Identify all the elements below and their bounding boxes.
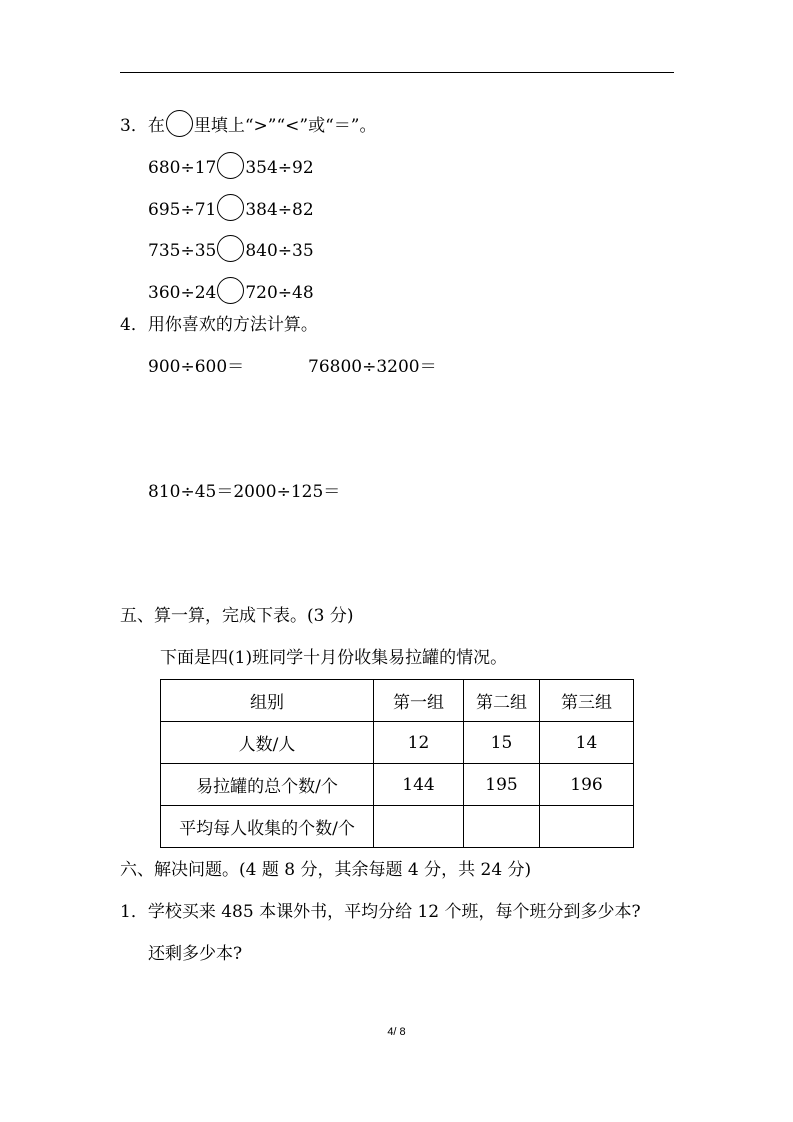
q3-item-left: 680÷17 (148, 158, 217, 178)
table-cell: 195 (464, 764, 540, 806)
q3-item-1 (148, 152, 314, 179)
q3-prompt-after: 里填上“>”“<”或“＝”。 (193, 116, 377, 136)
section5-intro: 下面是四(1)班同学十月份收集易拉罐的情况。 (160, 648, 508, 668)
table-cell: 12 (374, 722, 464, 764)
table-cell: 平均每人收集的个数/个 (161, 806, 374, 848)
answer-cell[interactable] (464, 806, 540, 848)
blank-circle-icon (166, 110, 193, 137)
q4-prompt: 4．用你喜欢的方法计算。 (120, 315, 318, 335)
answer-circle[interactable] (217, 235, 244, 262)
q3-item-left: 360÷24 (148, 283, 217, 303)
q3-item-right: 354÷92 (245, 158, 314, 178)
table-header-cell: 第一组 (374, 680, 464, 722)
section6-q1-line1: 1．学校买来 485 本课外书，平均分给 12 个班，每个班分到多少本? (120, 902, 641, 922)
table-row (161, 806, 634, 848)
table-header-cell: 第二组 (464, 680, 540, 722)
table-cell: 144 (374, 764, 464, 806)
page-number: 4/ 8 (387, 1026, 406, 1038)
header-rule (120, 72, 674, 73)
q3-item-left: 735÷35 (148, 241, 217, 261)
q4-expr-2: 76800÷3200＝ (308, 357, 437, 377)
q4-expr-1: 900÷600＝ (148, 357, 245, 377)
table-header-cell: 组别 (161, 680, 374, 722)
table-row (161, 722, 634, 764)
section6-heading: 六、解决问题。(4 题 8 分，其余每题 4 分，共 24 分) (120, 860, 532, 880)
answer-cell[interactable] (374, 806, 464, 848)
section6-q1-line2: 还剩多少本? (148, 944, 243, 964)
q4-expr-3: 810÷45＝2000÷125＝ (148, 482, 341, 502)
q3-prompt (120, 110, 376, 137)
collection-table (160, 679, 634, 848)
answer-circle[interactable] (217, 152, 244, 179)
q3-item-right: 840÷35 (245, 241, 314, 261)
answer-cell[interactable] (540, 806, 634, 848)
table-header-cell: 第三组 (540, 680, 634, 722)
q3-item-3 (148, 235, 314, 262)
table-cell: 14 (540, 722, 634, 764)
q3-prompt-before: 3．在 (120, 116, 165, 136)
q3-item-right: 720÷48 (245, 283, 314, 303)
table-cell: 15 (464, 722, 540, 764)
answer-circle[interactable] (217, 277, 244, 304)
table-row (161, 764, 634, 806)
answer-circle[interactable] (217, 194, 244, 221)
q3-item-left: 695÷71 (148, 200, 217, 220)
table-cell: 196 (540, 764, 634, 806)
q3-item-4 (148, 277, 314, 304)
section5-heading: 五、算一算，完成下表。(3 分) (120, 606, 354, 626)
table-header-row (161, 680, 634, 722)
table-cell: 易拉罐的总个数/个 (161, 764, 374, 806)
q3-item-right: 384÷82 (245, 200, 314, 220)
table-cell: 人数/人 (161, 722, 374, 764)
q3-item-2 (148, 194, 314, 221)
